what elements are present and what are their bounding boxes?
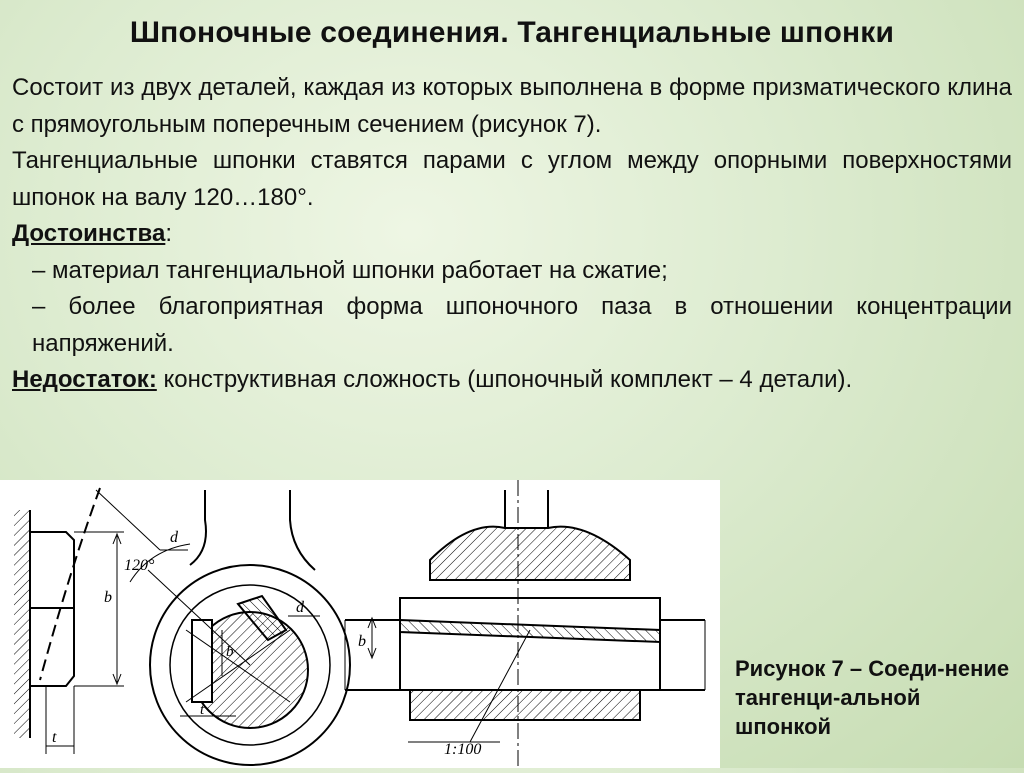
advantages-colon: :	[165, 220, 172, 247]
paragraph-pairs: Тангенциальные шпонки ставятся парами с углом между опорными поверхностями шпонок на валу 120…180°.	[12, 147, 1012, 211]
advantages-label: Достоинства	[12, 220, 166, 247]
label-t-bottom: t	[52, 729, 57, 746]
figure-caption: Рисунок 7 – Соеди-нение тангенци-альной шпонкой	[735, 656, 1010, 739]
label-b-left: b	[104, 589, 112, 606]
advantages-heading	[12, 216, 1012, 253]
disadvantage-text: конструктивная сложность (шпоночный комплект – 4 детали).	[156, 366, 853, 393]
slide-title: Шпоночные соединения. Тангенциальные шпонки	[129, 16, 895, 49]
label-b-section: b	[358, 633, 366, 650]
hub-section-view	[130, 490, 350, 765]
paragraph-composition: Состоит из двух деталей, каждая из которых выполнена в форме призматического клина с прямоугольным поперечным сечением (рисунок 7).	[12, 74, 1012, 138]
slide-body	[12, 70, 1012, 399]
figure-drawing	[0, 480, 720, 768]
longitudinal-section-view	[345, 480, 705, 768]
label-angle: 120°	[124, 557, 155, 574]
label-d-top: d	[170, 529, 178, 546]
label-b-inner: b	[226, 644, 234, 660]
disadvantage-label: Недостаток:	[12, 366, 157, 393]
label-slope: 1:100	[444, 741, 482, 758]
technical-drawing	[0, 480, 720, 768]
advantage-item-1: – материал тангенциальной шпонки работает на сжатие;	[32, 256, 668, 284]
disadvantage-paragraph	[12, 362, 1012, 399]
advantage-item-2: – более благоприятная форма шпоночного паза в отношении концентрации напряжений.	[32, 293, 1012, 357]
label-t-inner: t	[200, 702, 205, 718]
label-d-right: d	[296, 599, 304, 616]
